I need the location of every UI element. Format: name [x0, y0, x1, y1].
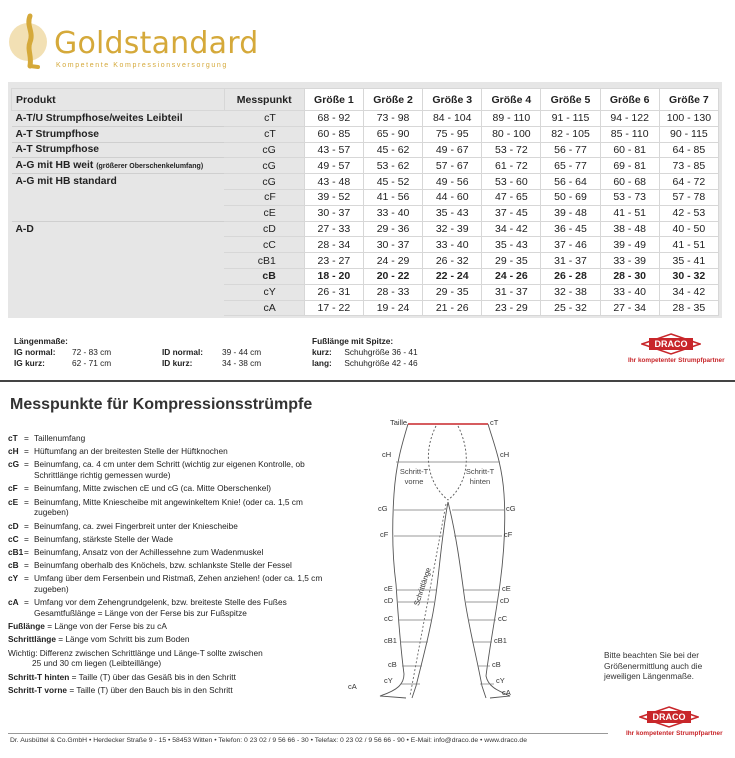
product-cell: [12, 158, 225, 174]
fig-label-ct-right: cT: [490, 418, 499, 427]
col-header-groesse-3: Größe 3: [423, 89, 482, 111]
size-cell: 39 - 48: [541, 205, 600, 221]
footer-address: Dr. Ausbüttel & Co.GmbH • Herdecker Straße 9 - 15 • 58453 Witten • Telefon: 0 23 02 / 9 56 66 - 30 • Telefax: 0 23 02 / 9 56 66 - 90 • E-Mail: info@draco.de • www.draco.de: [10, 737, 527, 744]
schritt-vorne-label: Schritt-T vorne: [8, 685, 68, 696]
draco-slogan: Ihr kompetenter Strumpfpartner: [628, 357, 725, 364]
size-cell: 17 - 22: [304, 300, 363, 316]
size-cell: 29 - 36: [363, 221, 422, 237]
fig-label-cb-right: cB: [492, 660, 501, 669]
wichtig-line-1: Wichtig: Differenz zwischen Schrittlänge und Länge-T sollte zwischen: [8, 647, 263, 658]
size-cell: 100 - 130: [659, 111, 718, 127]
size-cell: 26 - 31: [304, 284, 363, 300]
definition-equals: =: [24, 433, 29, 443]
definition-equals: =: [24, 459, 29, 470]
messpunkt-cell: cE: [224, 205, 304, 221]
size-cell: 65 - 77: [541, 158, 600, 174]
table-row: [12, 237, 719, 253]
definition-abbr: cH: [8, 446, 19, 457]
ig-normal-value: 72 - 83 cm: [72, 346, 112, 357]
fig-label-cf-left: cF: [380, 530, 389, 539]
size-cell: 19 - 24: [363, 300, 422, 316]
size-cell: 35 - 43: [423, 205, 482, 221]
definition-item: [8, 560, 338, 571]
messpunkt-cell: cB1: [224, 253, 304, 269]
product-name: A-G mit HB weit: [15, 160, 94, 172]
size-cell: 50 - 69: [541, 189, 600, 205]
fig-label-cg-right: cG: [506, 504, 516, 513]
foot-length-title: Fußlänge mit Spitze:: [312, 336, 394, 346]
fig-label-cc-right: cC: [498, 614, 508, 623]
definition-text: Beinumfang, Ansatz von der Achillessehne zum Wadenmuskel: [34, 546, 264, 557]
ig-normal-label: IG normal:: [14, 346, 56, 357]
definition-abbr: cG: [8, 459, 20, 470]
col-header-groesse-4: Größe 4: [482, 89, 541, 111]
size-cell: 45 - 52: [363, 174, 422, 190]
size-cell: 34 - 42: [482, 221, 541, 237]
fusslaenge-text: = Länge von der Ferse bis zu cA: [47, 621, 167, 632]
size-cell: 33 - 40: [600, 284, 659, 300]
length-title: Längenmaße:: [14, 336, 68, 346]
product-cell: [12, 126, 225, 142]
schrittlaenge-text: = Länge vom Schritt bis zum Boden: [58, 634, 190, 645]
size-cell: 35 - 41: [659, 253, 718, 269]
size-cell: 75 - 95: [423, 126, 482, 142]
definition-abbr: cE: [8, 496, 19, 507]
definition-text: Umfang vor dem Zehengrundgelenk, bzw. breiteste Stelle des Fußes Gesamtfußlänge = Länge von der Ferse bis zur Fußspitze: [34, 597, 287, 619]
fig-label-cd-left: cD: [384, 596, 394, 605]
definition-text: Hüftumfang an der breitesten Stelle der Hüftknochen: [34, 446, 228, 457]
ig-kurz-label: IG kurz:: [14, 357, 45, 368]
size-cell: 28 - 34: [304, 237, 363, 253]
definition-abbr: cD: [8, 520, 19, 531]
definition-text: Beinumfang, ca. 4 cm unter dem Schritt (wichtig zur eigenen Kontrolle, ob Schrittlänge richtig gemessen wurde): [34, 459, 305, 481]
size-cell: 25 - 32: [541, 300, 600, 316]
fig-label-cd-right: cD: [500, 596, 510, 605]
table-row: [12, 158, 719, 174]
size-cell: 73 - 98: [363, 111, 422, 127]
size-cell: 30 - 37: [363, 237, 422, 253]
goldstandard-logo: [8, 12, 259, 72]
messpunkt-cell: cG: [224, 142, 304, 158]
size-cell: 94 - 122: [600, 111, 659, 127]
product-cell: [12, 205, 225, 221]
size-cell: 32 - 38: [541, 284, 600, 300]
size-cell: 30 - 37: [304, 205, 363, 221]
table-header-row: [12, 89, 719, 111]
messpunkt-cell: cF: [224, 189, 304, 205]
definition-equals: =: [24, 597, 29, 608]
fig-note-vorne: Schritt-T vorne: [399, 467, 429, 486]
fusslaenge-label: Fußlänge: [8, 621, 45, 632]
size-cell: 64 - 85: [659, 142, 718, 158]
id-kurz-value: 34 - 38 cm: [222, 357, 262, 368]
size-table: [11, 88, 719, 316]
size-cell: 28 - 30: [600, 268, 659, 284]
lang-label: lang:: [312, 357, 332, 368]
fig-label-cy-left: cY: [384, 676, 393, 685]
size-cell: 64 - 72: [659, 174, 718, 190]
col-header-groesse-2: Größe 2: [363, 89, 422, 111]
definition-item: [8, 521, 338, 532]
table-row: [12, 205, 719, 221]
size-cell: 21 - 26: [423, 300, 482, 316]
fig-label-cy-right: cY: [496, 676, 505, 685]
leg-measurement-figure: [340, 414, 520, 714]
size-cell: 39 - 52: [304, 189, 363, 205]
schritt-hinten-text: = Taille (T) über das Gesäß bis in den Schritt: [71, 672, 236, 683]
definition-item: [8, 547, 338, 558]
ig-kurz-value: 62 - 71 cm: [72, 357, 112, 368]
size-cell: 36 - 45: [541, 221, 600, 237]
definition-text: Beinumfang, ca. zwei Fingerbreit unter der Kniescheibe: [34, 520, 238, 531]
table-row: [12, 126, 719, 142]
fig-label-ch-left: cH: [382, 450, 392, 459]
col-header-groesse-6: Größe 6: [600, 89, 659, 111]
fig-label-cb-left: cB: [388, 660, 397, 669]
col-header-groesse-1: Größe 1: [304, 89, 363, 111]
size-cell: 23 - 29: [482, 300, 541, 316]
product-cell: [12, 284, 225, 300]
messpunkt-cell: cT: [224, 126, 304, 142]
size-cell: 82 - 105: [541, 126, 600, 142]
lang-value: Schuhgröße 42 - 46: [344, 357, 418, 368]
product-name: A-D: [15, 223, 34, 235]
size-cell: 30 - 32: [659, 268, 718, 284]
size-cell: 34 - 42: [659, 284, 718, 300]
size-cell: 33 - 40: [363, 205, 422, 221]
size-cell: 68 - 92: [304, 111, 363, 127]
definition-item: [8, 597, 338, 619]
product-cell: [12, 221, 225, 237]
messpunkt-cell: cD: [224, 221, 304, 237]
table-row: [12, 253, 719, 269]
product-note: (größerer Oberschenkelumfang): [96, 163, 204, 171]
definition-equals: =: [24, 483, 29, 494]
fig-label-ch-right: cH: [500, 450, 510, 459]
size-cell: 35 - 43: [482, 237, 541, 253]
size-cell: 41 - 51: [600, 205, 659, 221]
product-cell: [12, 174, 225, 190]
schritt-vorne-text: = Taille (T) über den Bauch bis in den Schritt: [69, 685, 233, 696]
fig-label-ce-right: cE: [502, 584, 511, 593]
table-row: [12, 142, 719, 158]
id-normal-value: 39 - 44 cm: [222, 346, 262, 357]
messpunkt-cell: cY: [224, 284, 304, 300]
product-cell: [12, 142, 225, 158]
table-row: [12, 268, 719, 284]
fig-note-hinten: Schritt-T hinten: [465, 467, 495, 486]
size-cell: 29 - 35: [482, 253, 541, 269]
size-cell: 61 - 72: [482, 158, 541, 174]
fig-label-ce-left: cE: [384, 584, 393, 593]
draco-name: DRACO: [652, 712, 686, 722]
product-name: A-T Strumpfhose: [15, 128, 100, 140]
product-cell: [12, 189, 225, 205]
id-kurz-label: ID kurz:: [162, 357, 193, 368]
size-cell: 40 - 50: [659, 221, 718, 237]
size-cell: 23 - 27: [304, 253, 363, 269]
messpunkt-cell: cB: [224, 268, 304, 284]
messpunkt-cell: cG: [224, 174, 304, 190]
size-cell: 84 - 104: [423, 111, 482, 127]
wichtig-note: [8, 648, 338, 670]
messpunkt-cell: cT: [224, 111, 304, 127]
fusslaenge-def: [8, 621, 338, 632]
definition-item: [8, 446, 338, 457]
definition-item: [8, 497, 338, 519]
size-cell: 24 - 26: [482, 268, 541, 284]
definition-text: Beinumfang, stärkste Stelle der Wade: [34, 533, 173, 544]
draco-name: DRACO: [654, 339, 688, 349]
size-hint: Bitte beachten Sie bei der Größenermittlung auch die jeweiligen Längenmaße.: [604, 650, 703, 682]
definition-equals: =: [24, 573, 29, 584]
fig-label-cb1-left: cB1: [384, 636, 397, 645]
size-table-panel: [8, 82, 722, 318]
size-cell: 57 - 67: [423, 158, 482, 174]
size-cell: 45 - 62: [363, 142, 422, 158]
definition-text: Beinumfang oberhalb des Knöchels, bzw. schlankste Stelle der Fessel: [34, 560, 292, 571]
product-cell: [12, 268, 225, 284]
schritt-hinten-label: Schritt-T hinten: [8, 672, 70, 683]
size-cell: 65 - 90: [363, 126, 422, 142]
size-cell: 53 - 73: [600, 189, 659, 205]
col-header-groesse-7: Größe 7: [659, 89, 718, 111]
definition-abbr: cC: [8, 533, 19, 544]
messpunkte-definitions: [8, 433, 338, 699]
definition-item: [8, 483, 338, 494]
definition-equals: =: [24, 560, 29, 571]
size-cell: 22 - 24: [423, 268, 482, 284]
definition-abbr: cY: [8, 573, 19, 584]
size-cell: 33 - 40: [423, 237, 482, 253]
footer-line: [8, 733, 608, 734]
col-header-produkt: Produkt: [12, 89, 225, 111]
table-row: [12, 221, 719, 237]
definition-item: [8, 433, 338, 444]
length-measures: [14, 336, 261, 368]
table-row: [12, 300, 719, 316]
draco-logo-top: [628, 333, 725, 364]
size-cell: 26 - 32: [423, 253, 482, 269]
draco-logo-bottom: [626, 706, 723, 737]
messpunkt-cell: cG: [224, 158, 304, 174]
definition-abbr: cB1: [8, 546, 24, 557]
table-row: [12, 284, 719, 300]
size-cell: 53 - 60: [482, 174, 541, 190]
definition-item: [8, 459, 338, 481]
schritt-hinten-def: [8, 672, 338, 683]
size-cell: 33 - 39: [600, 253, 659, 269]
kurz-label: kurz:: [312, 346, 332, 357]
product-name: A-T/U Strumpfhose/weites Leibteil: [15, 112, 183, 124]
size-cell: 29 - 35: [423, 284, 482, 300]
id-normal-label: ID normal:: [162, 346, 204, 357]
size-cell: 37 - 46: [541, 237, 600, 253]
size-cell: 28 - 35: [659, 300, 718, 316]
schrittlaenge-def: [8, 634, 338, 645]
product-name: A-T Strumpfhose: [15, 144, 100, 156]
definition-abbr: cA: [8, 597, 19, 608]
size-cell: 60 - 85: [304, 126, 363, 142]
definition-equals: =: [24, 546, 29, 557]
definition-equals: =: [24, 533, 29, 544]
size-cell: 60 - 68: [600, 174, 659, 190]
wichtig-line-2: 25 und 30 cm liegen (Leibteillänge): [32, 658, 162, 669]
fig-label-cg-left: cG: [378, 504, 388, 513]
definition-abbr: cB: [8, 560, 19, 571]
messpunkt-cell: cC: [224, 237, 304, 253]
section-divider: [0, 380, 735, 382]
size-cell: 42 - 53: [659, 205, 718, 221]
definition-equals: =: [24, 520, 29, 531]
table-row: [12, 111, 719, 127]
foot-length-measures: [312, 336, 418, 368]
definition-text: Beinumfang, Mitte Kniescheibe mit angewinkeltem Knie! (oder ca. 1,5 cm zugeben): [34, 496, 303, 518]
table-row: [12, 174, 719, 190]
size-cell: 43 - 57: [304, 142, 363, 158]
fig-label-ca-left: cA: [348, 682, 357, 691]
size-cell: 56 - 64: [541, 174, 600, 190]
size-cell: 41 - 51: [659, 237, 718, 253]
size-cell: 49 - 56: [423, 174, 482, 190]
messpunkt-cell: cA: [224, 300, 304, 316]
size-cell: 44 - 60: [423, 189, 482, 205]
size-cell: 24 - 29: [363, 253, 422, 269]
brand-name: Goldstandard: [54, 26, 259, 61]
size-cell: 49 - 67: [423, 142, 482, 158]
size-cell: 90 - 115: [659, 126, 718, 142]
size-cell: 73 - 85: [659, 158, 718, 174]
definition-item: [8, 534, 338, 545]
size-cell: 69 - 81: [600, 158, 659, 174]
leg-logo-icon: [8, 12, 54, 70]
product-name: A-G mit HB standard: [15, 176, 117, 188]
kurz-value: Schuhgröße 36 - 41: [344, 346, 418, 357]
schrittlaenge-label: Schrittlänge: [8, 634, 56, 645]
schritt-vorne-def: [8, 685, 338, 696]
size-cell: 31 - 37: [541, 253, 600, 269]
fig-label-ca-right: cA: [502, 688, 511, 697]
draco-slogan: Ihr kompetenter Strumpfpartner: [626, 730, 723, 737]
size-cell: 31 - 37: [482, 284, 541, 300]
definition-item: [8, 573, 338, 595]
size-cell: 18 - 20: [304, 268, 363, 284]
size-cell: 27 - 34: [600, 300, 659, 316]
definition-text: Umfang über dem Fersenbein und Ristmaß, Zehen anziehen! (oder ca. 1,5 cm zugeben): [34, 573, 323, 595]
definition-equals: =: [24, 496, 29, 507]
fig-label-cb1-right: cB1: [494, 636, 507, 645]
size-cell: 57 - 78: [659, 189, 718, 205]
definition-abbr: cT: [8, 433, 18, 443]
size-cell: 38 - 48: [600, 221, 659, 237]
definition-text: Beinumfang, Mitte zwischen cE und cG (ca. Mitte Oberschenkel): [34, 483, 272, 494]
fig-label-schrittlaenge: Schrittlänge: [412, 566, 433, 607]
size-cell: 53 - 72: [482, 142, 541, 158]
product-cell: [12, 253, 225, 269]
size-cell: 56 - 77: [541, 142, 600, 158]
brand-tagline: Kompetente Kompressionsversorgung: [56, 62, 228, 69]
product-cell: [12, 300, 225, 316]
size-cell: 28 - 33: [363, 284, 422, 300]
size-cell: 91 - 115: [541, 111, 600, 127]
messpunkte-title: Messpunkte für Kompressionsstrümpfe: [10, 396, 313, 413]
fig-label-cc-left: cC: [384, 614, 394, 623]
fig-label-taille: Taille: [390, 418, 408, 427]
fig-label-cf-right: cF: [504, 530, 513, 539]
size-cell: 80 - 100: [482, 126, 541, 142]
size-cell: 37 - 45: [482, 205, 541, 221]
size-cell: 27 - 33: [304, 221, 363, 237]
definition-text: Taillenumfang: [34, 433, 86, 443]
size-cell: 39 - 49: [600, 237, 659, 253]
product-cell: [12, 111, 225, 127]
size-cell: 49 - 57: [304, 158, 363, 174]
table-row: [12, 189, 719, 205]
col-header-groesse-5: Größe 5: [541, 89, 600, 111]
legs-diagram: [340, 414, 520, 714]
definition-equals: =: [24, 446, 29, 457]
size-cell: 60 - 81: [600, 142, 659, 158]
size-cell: 41 - 56: [363, 189, 422, 205]
size-cell: 89 - 110: [482, 111, 541, 127]
size-cell: 53 - 62: [363, 158, 422, 174]
definition-abbr: cF: [8, 483, 18, 494]
product-cell: [12, 237, 225, 253]
size-cell: 85 - 110: [600, 126, 659, 142]
size-cell: 43 - 48: [304, 174, 363, 190]
size-cell: 32 - 39: [423, 221, 482, 237]
size-cell: 26 - 28: [541, 268, 600, 284]
size-cell: 20 - 22: [363, 268, 422, 284]
size-cell: 47 - 65: [482, 189, 541, 205]
col-header-messpunkt: Messpunkt: [224, 89, 304, 111]
